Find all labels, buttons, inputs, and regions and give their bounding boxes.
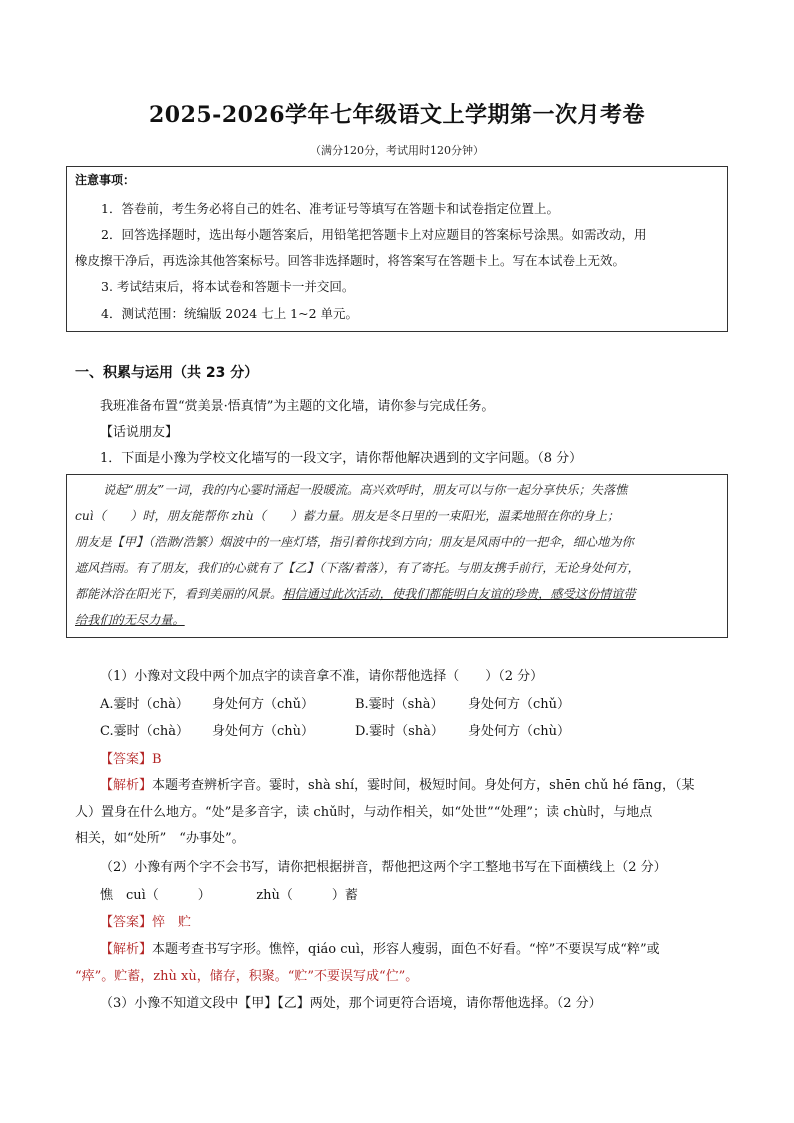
option-d: D.霎时（shà） xyxy=(355,724,444,739)
analysis-1-2-line: “瘁”。贮蓄，zhù xù，储存，积聚。“贮”不要误写成“伫”。 xyxy=(75,969,419,984)
section-intro: 我班准备布置“赏美景·悟真情”为主题的文化墙，请你参与完成任务。 xyxy=(100,399,495,414)
underlined-sentence: 相信通过此次活动，使我们都能明白友谊的珍贵，感受这份情谊带 xyxy=(282,587,636,601)
notice-box xyxy=(66,166,728,332)
analysis-1-2-line xyxy=(100,938,660,957)
option-d-2: 身处何方（chù） xyxy=(468,724,571,739)
passage-box xyxy=(66,474,728,638)
analysis-label: 【解析】 xyxy=(100,942,153,957)
passage-line: 说起“朋友”一词，我的内心霎时涌起一股暖流。高兴欢呼时，朋友可以与你一起分享快乐；失落憔 xyxy=(103,483,628,497)
question-1-prompt: 1．下面是小豫为学校文化墙写的一段文字，请你帮他解决遇到的文字问题。（8 分） xyxy=(100,451,583,466)
notice-item: 3. 考试结束后，将本试卷和答题卡一并交回。 xyxy=(101,279,355,294)
question-1-1-prompt: （1）小豫对文段中两个加点字的读音拿不准，请你帮他选择（ ）（2 分） xyxy=(100,669,544,684)
underlined-sentence: 给我们的无尽力量。 xyxy=(75,613,185,627)
answer-value: B xyxy=(152,752,162,767)
option-a: A.霎时（chà） xyxy=(100,697,189,712)
analysis-1-1-line: 相关，如“处所” “办事处”。 xyxy=(75,831,245,846)
option-b: B.霎时（shà） xyxy=(355,697,444,712)
analysis-text: 本题考查辨析字音。霎时，shà shí，霎时间，极短时间。身处何方，shēn chǔ hé fāng，（某 xyxy=(152,778,695,793)
question-1-2-blanks: 憔 cuì（ ） zhù（ ）蓄 xyxy=(100,888,358,903)
passage-line xyxy=(75,585,636,602)
analysis-text: 本题考查书写字形。憔悴，qiáo cuì，形容人瘦弱，面色不好看。“悴”不要误写成“粹”或 xyxy=(152,942,660,957)
page-title: 2025-2026学年七年级语文上学期第一次月考卷 xyxy=(148,102,646,128)
notice-item: 2．回答选择题时，选出每小题答案后，用铅笔把答题卡上对应题目的答案标号涂黑。如需改动，用 xyxy=(101,227,647,242)
passage-line xyxy=(75,611,185,628)
sub-heading: 【话说朋友】 xyxy=(100,425,179,440)
analysis-label: 【解析】 xyxy=(100,778,153,793)
notice-item: 1．答卷前，考生务必将自己的姓名、准考证号等填写在答题卡和试卷指定位置上。 xyxy=(101,201,559,216)
answer-label: 【答案】 xyxy=(100,752,153,767)
question-1-3-prompt: （3）小豫不知道文段中【甲】【乙】两处，那个词更符合语境，请你帮他选择。（2 分） xyxy=(100,996,602,1011)
notice-heading: 注意事项： xyxy=(75,173,136,187)
option-c: C.霎时（chà） xyxy=(100,724,190,739)
notice-item: 橡皮擦干净后，再选涂其他答案标号。回答非选择题时，将答案写在答题卡上。写在本试卷上无效。 xyxy=(75,253,626,268)
answer-label: 【答案】 xyxy=(100,915,153,930)
answer-value: 悴 贮 xyxy=(152,915,192,930)
option-a-2: 身处何方（chǔ） xyxy=(212,697,315,712)
option-b-2: 身处何方（chǔ） xyxy=(468,697,571,712)
section-heading: 一、积累与运用（共 23 分） xyxy=(75,365,259,381)
passage-line: 朋友是【甲】（浩渺/浩繁）烟波中的一座灯塔，指引着你找到方向；朋友是风雨中的一把伞，细心地为你 xyxy=(75,535,634,549)
passage-text: 都能沐浴在阳光下，看到美丽的风景。 xyxy=(75,587,283,601)
option-c-2: 身处何方（chù） xyxy=(212,724,315,739)
analysis-1-1-line xyxy=(100,774,695,793)
answer-1-2 xyxy=(100,911,191,930)
analysis-1-1-line: 人）置身在什么地方。“处”是多音字，读 chǔ时，与动作相关，如“处世”“处理”；读 chù时，与地点 xyxy=(75,805,653,820)
question-1-2-prompt: （2）小豫有两个字不会书写，请你把根据拼音，帮他把这两个字工整地书写在下面横线上（2 分） xyxy=(100,860,667,875)
passage-line: 遮风挡雨。有了朋友，我们的心就有了【乙】（下落/着落），有了寄托。与朋友携手前行，无论身处何方， xyxy=(75,561,640,575)
passage-line: cuì（ ）时，朋友能帮你 zhù（ ）蓄力量。朋友是冬日里的一束阳光，温柔地照在你的身上； xyxy=(75,509,620,523)
answer-1-1 xyxy=(100,748,162,767)
notice-item: 4．测试范围：统编版 2024 七上 1~2 单元。 xyxy=(101,306,359,321)
page-subtitle: （满分120分，考试用时120分钟） xyxy=(310,144,484,157)
